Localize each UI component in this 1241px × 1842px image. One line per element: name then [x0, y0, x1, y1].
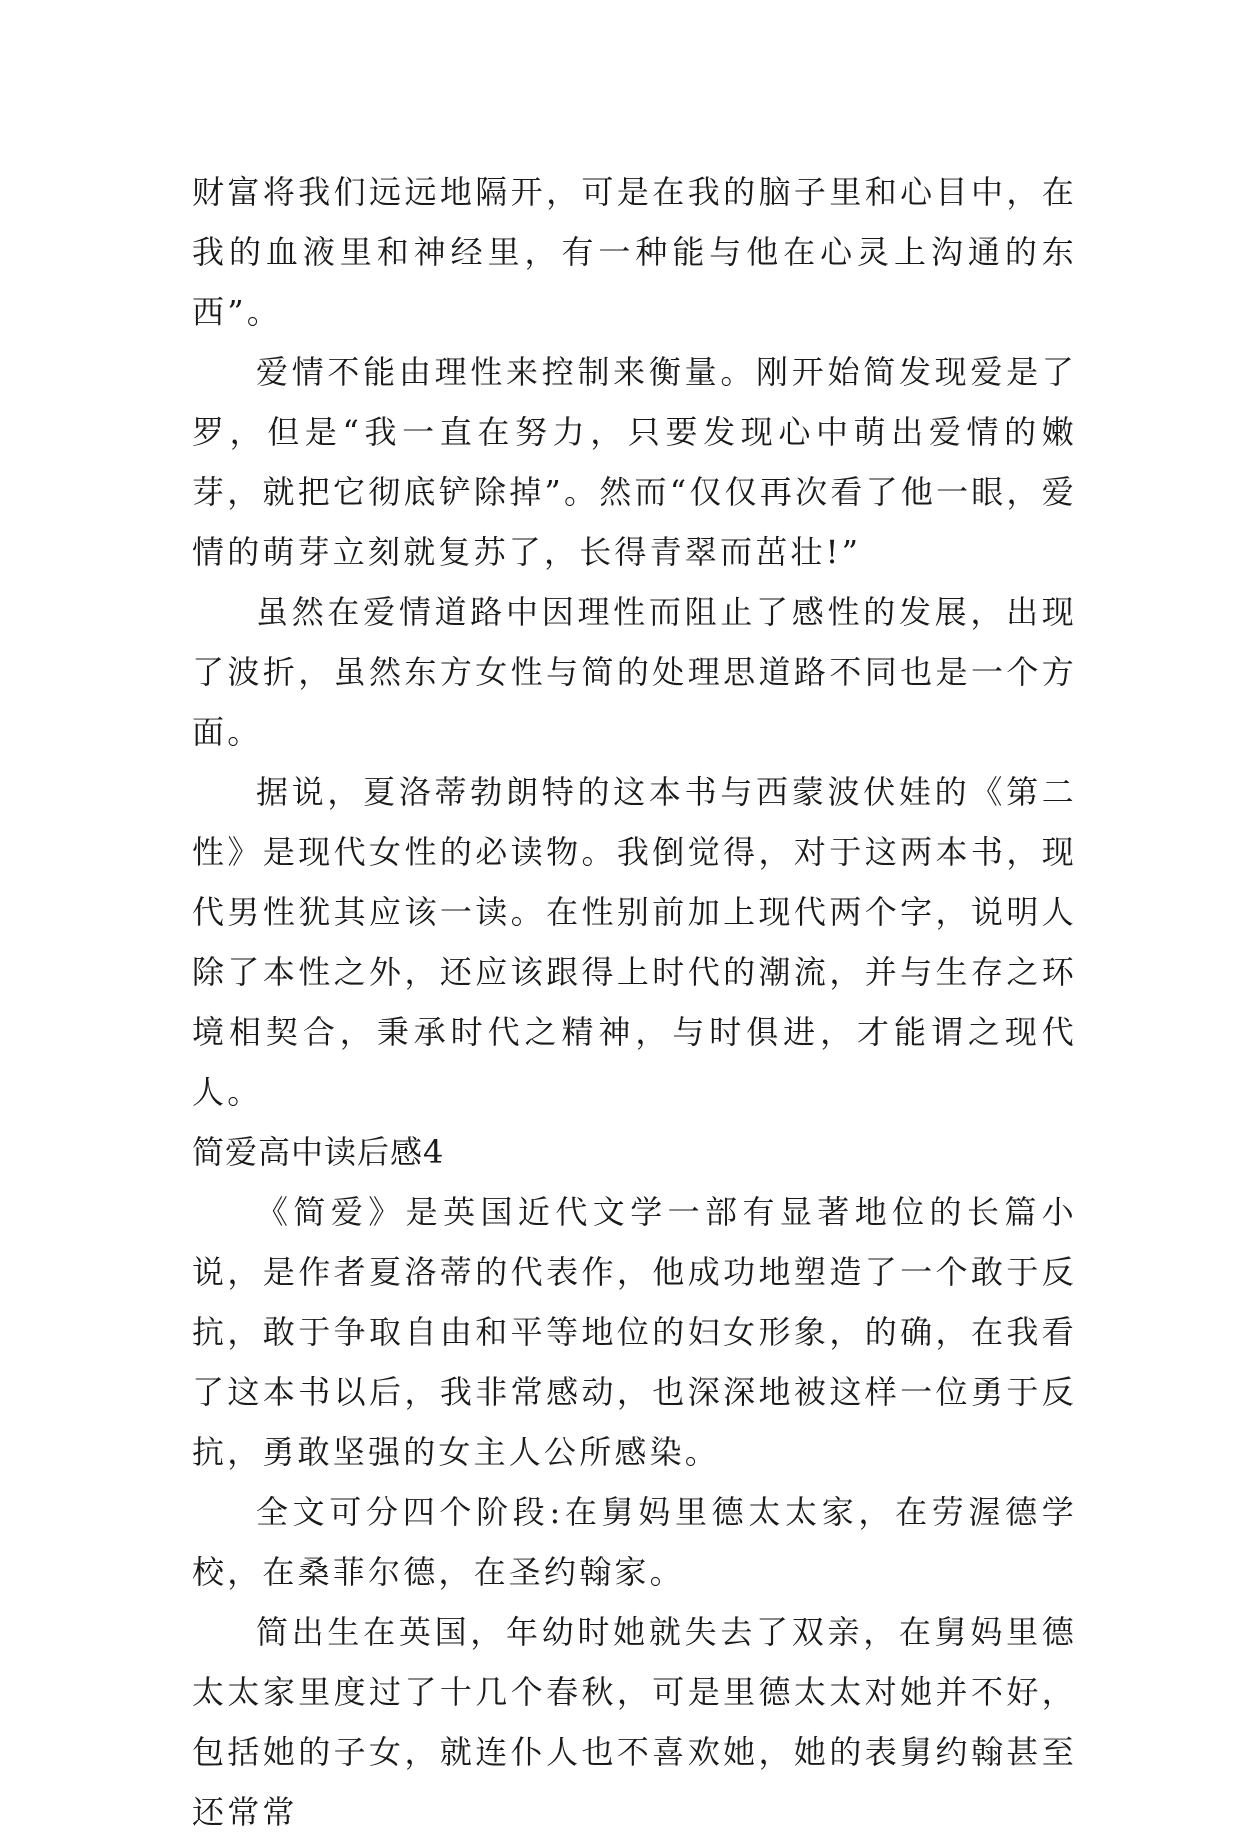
paragraph-four-stages: 全文可分四个阶段:在舅妈里德太太家，在劳渥德学校，在桑菲尔德，在圣约翰家。 [192, 1493, 1077, 1591]
paragraph-intro-jane-eyre: 《简爱》是英国近代文学一部有显著地位的长篇小说，是作者夏洛蒂的代表作，他成功地塑造了一个敢于反抗，敢于争取自由和平等地位的妇女形象，的确，在我看了这本书以后，我非常感动，也深深地被这样一位勇于反抗，勇敢坚强的女主人公所感染。 [192, 1193, 1077, 1471]
paragraph-childhood: 简出生在英国，年幼时她就失去了双亲，在舅妈里德太太家里度过了十几个春秋，可是里德太太对她并不好，包括她的子女，就连仆人也不喜欢她，她的表舅约翰甚至还常常 [192, 1613, 1077, 1831]
section-heading: 简爱高中读后感4 [192, 1133, 445, 1171]
document-body [192, 162, 1077, 1842]
paragraph-modern-reading: 据说，夏洛蒂勃朗特的这本书与西蒙波伏娃的《第二性》是现代女性的必读物。我倒觉得，对于这两本书，现代男性犹其应该一读。在性别前加上现代两个字，说明人除了本性之外，还应该跟得上时代的潮流，并与生存之环境相契合，秉承时代之精神，与时俱进，才能谓之现代人。 [192, 773, 1077, 1111]
paragraph-continuation: 财富将我们远远地隔开，可是在我的脑子里和心目中，在我的血液里和神经里，有一种能与他在心灵上沟通的东西”。 [192, 173, 1077, 331]
paragraph-love-reason: 爱情不能由理性来控制来衡量。刚开始简发现爱是了罗，但是“我一直在努力，只要发现心中萌出爱情的嫩芽，就把它彻底铲除掉”。然而“仅仅再次看了他一眼，爱情的萌芽立刻就复苏了，长得青翠而茁壮!” [192, 353, 1077, 571]
paragraph-love-path: 虽然在爱情道路中因理性而阻止了感性的发展，出现了波折，虽然东方女性与简的处理思道路不同也是一个方面。 [192, 593, 1077, 751]
